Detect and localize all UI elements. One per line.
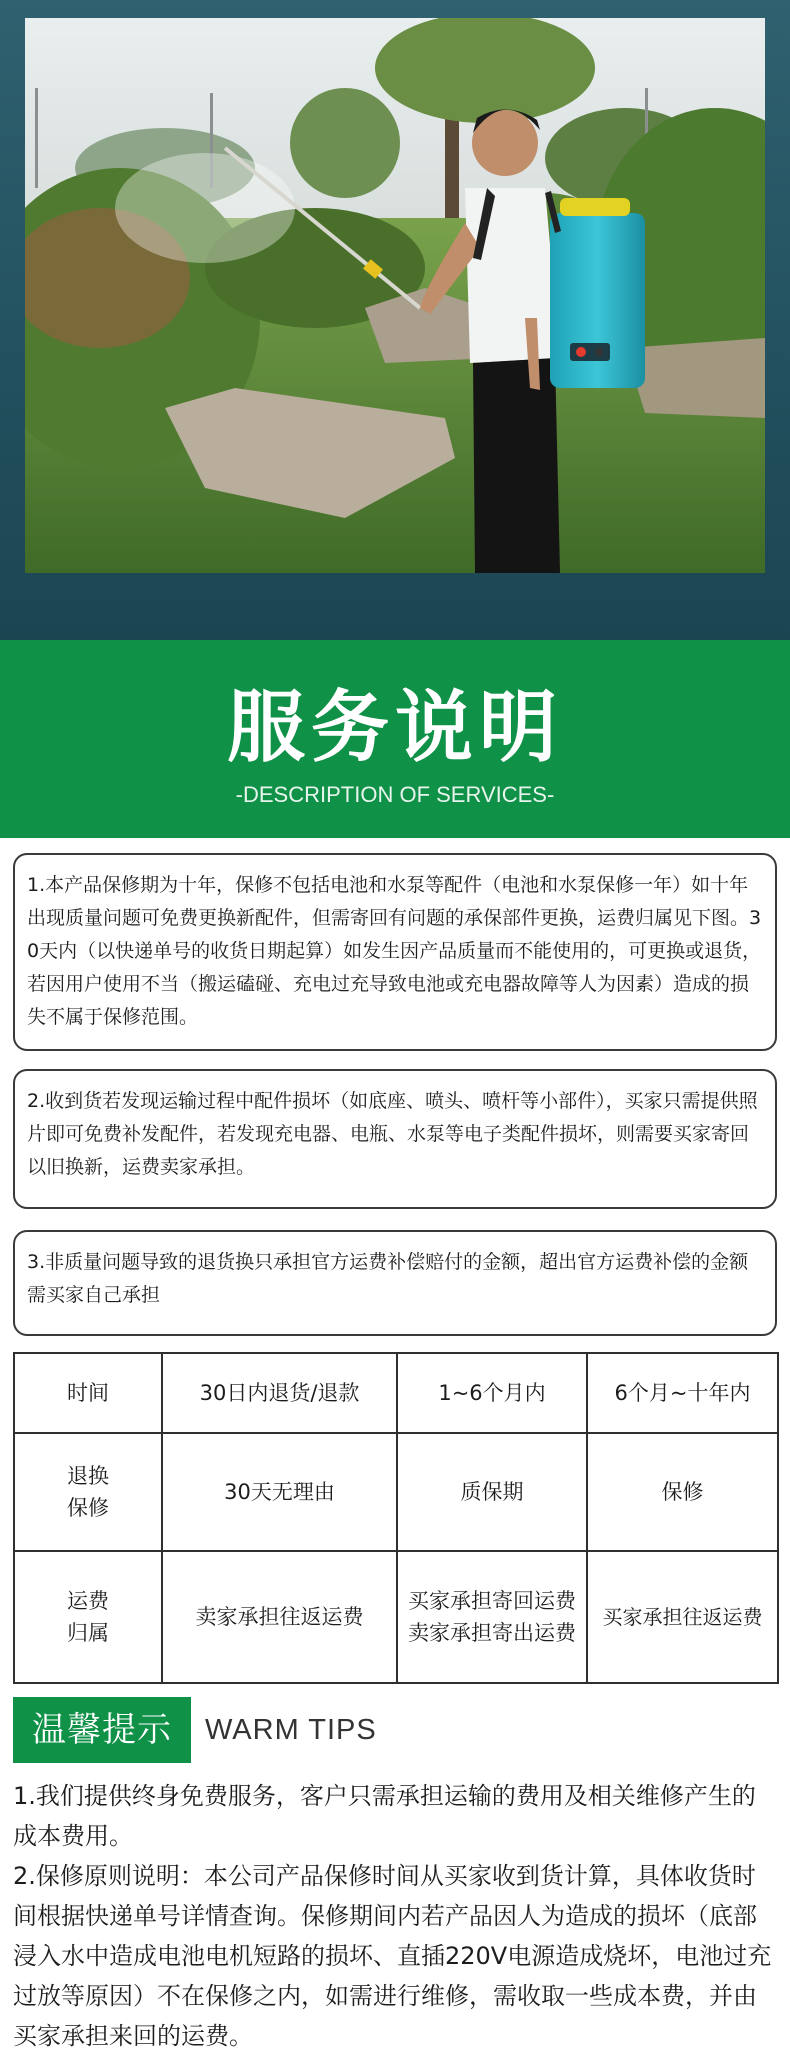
banner-title: 服务说明 [226,683,563,773]
table-cell [397,1551,587,1683]
service-table [13,1352,779,1684]
table-cell: 卖家承担往返运费 [162,1551,397,1683]
row-label-cell [14,1551,162,1683]
row-label-cell [14,1433,162,1551]
table-cell-line: 卖家承担寄出运费 [408,1621,576,1645]
banner-subtitle: -DESCRIPTION OF SERVICES- [235,782,555,807]
row-label: 退换保修 [67,1464,109,1520]
notice-warranty: 1.本产品保修期为十年，保修不包括电池和水泵等配件（电池和水泵保修一年）如十年出现质量问题可免费更换新配件，但需寄回有问题的承保部件更换，运费归属见下图。30天内（以快递单号的收货日期起算）如发生因产品质量而不能使用的，可更换或退货，若因用户使用不当（搬运磕碰、充电过充导致电池或充电器故障等人为因素）造成的损失不属于保修范围。 [13,853,777,1051]
table-header-cell: 30日内退货/退款 [162,1353,397,1433]
table-cell: 买家承担往返运费 [587,1551,778,1683]
table-row-shipping [14,1551,778,1683]
table-cell-line: 买家承担寄回运费 [408,1589,576,1613]
table-cell: 30天无理由 [162,1433,397,1551]
table-cell: 质保期 [397,1433,587,1551]
tip-item: 1.我们提供终身免费服务，客户只需承担运输的费用及相关维修产生的成本费用。 [13,1782,756,1850]
notice-return-shipping: 3.非质量问题导致的退货换只承担官方运费补偿赔付的金额，超出官方运费补偿的金额需买家自己承担 [13,1230,777,1336]
hero-section [0,0,790,640]
notice-transport-damage: 2.收到货若发现运输过程中配件损坏（如底座、喷头、喷杆等小部件），买家只需提供照片即可免费补发配件，若发现充电器、电瓶、水泵等电子类配件损坏，则需要买家寄回以旧换新，运费卖家承担。 [13,1069,777,1209]
warm-tips-header [13,1697,777,1763]
warm-tips-body [13,1776,777,2056]
table-row-exchange [14,1433,778,1551]
tip-item: 2.保修原则说明：本公司产品保修时间从买家收到货计算，具体收货时间根据快递单号详情查询。保修期间内若产品因人为造成的损坏（底部浸入水中造成电池电机短路的损坏、直插220V电源造成烧坏，电池过充过放等原因）不在保修之内，如需进行维修，需收取一些成本费，并由买家承担来回的运费。 [13,1862,772,2050]
services-banner [0,640,790,838]
table-header-cell: 1~6个月内 [397,1353,587,1433]
product-photo [25,18,765,573]
table-cell: 保修 [587,1433,778,1551]
warm-tips-english: WARM TIPS [205,1714,377,1746]
row-label: 运费归属 [67,1589,109,1645]
warm-tips-badge: 温馨提示 [13,1697,191,1763]
table-header-cell: 6个月~十年内 [587,1353,778,1433]
sprayer-illustration [25,18,765,573]
table-header-cell: 时间 [14,1353,162,1433]
table-header-row [14,1353,778,1433]
